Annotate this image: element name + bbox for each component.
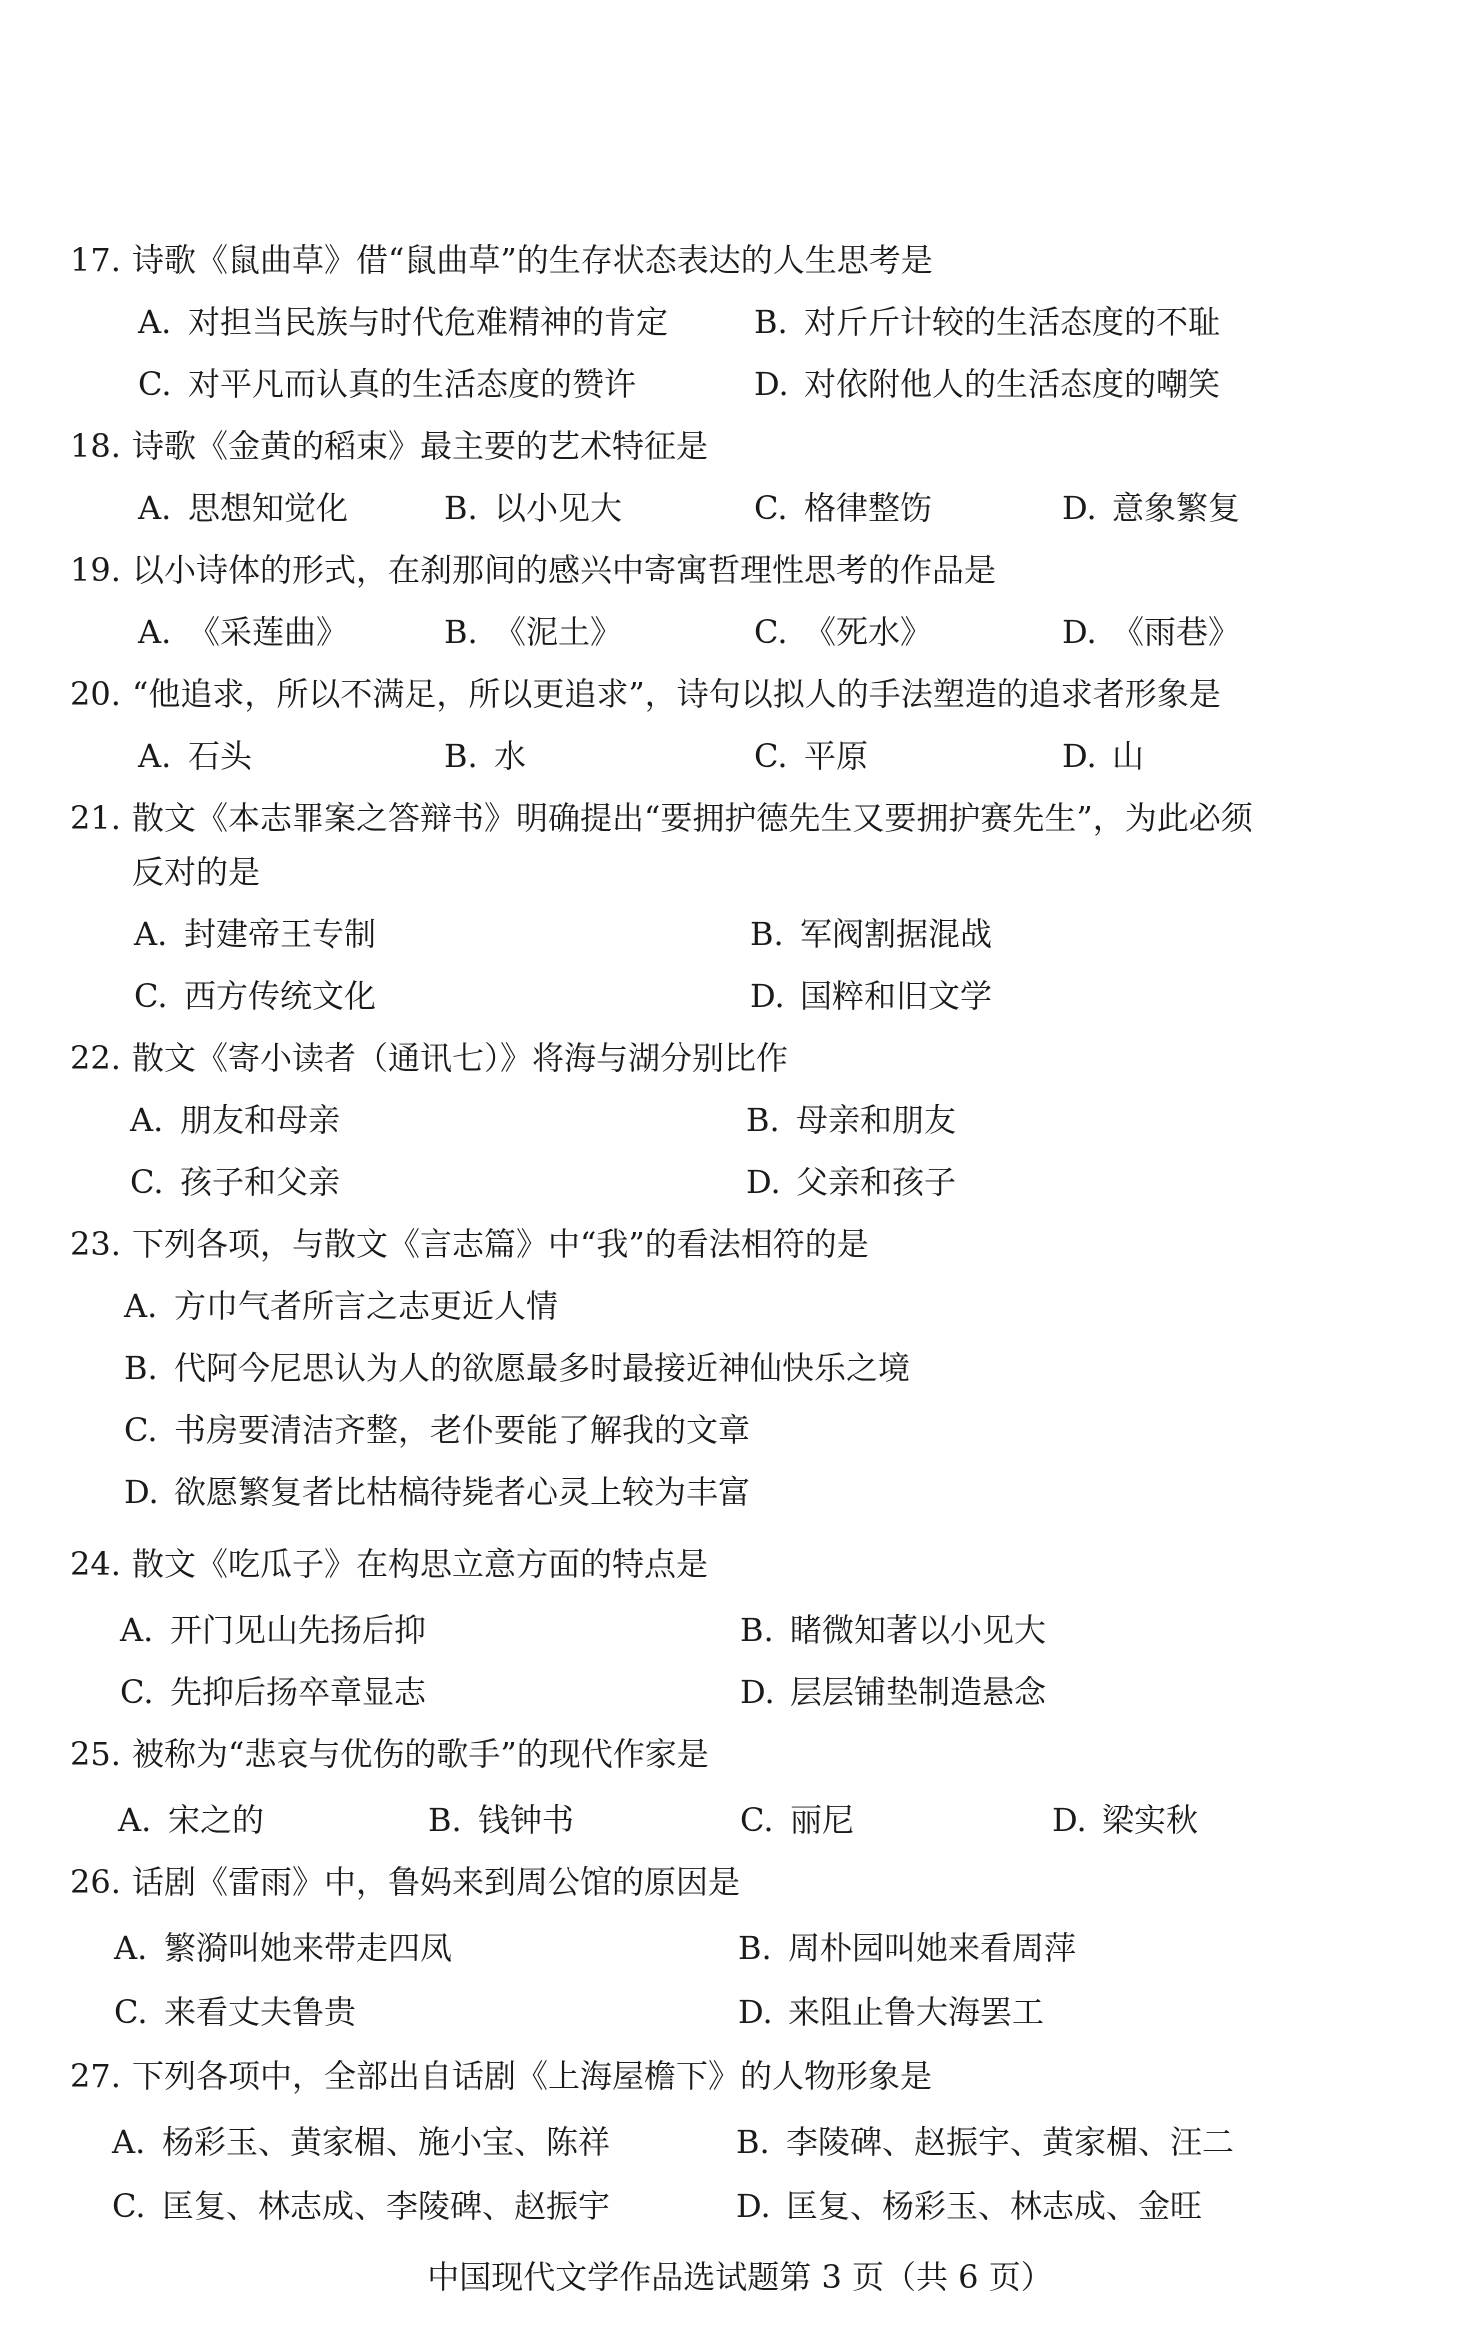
option-text: 来阻止鲁大海罢工: [788, 1993, 1045, 2031]
question-stem: [70, 792, 1253, 844]
option-text: 匡复、林志成、李陵碑、赵振宇: [162, 2187, 611, 2225]
option-letter: D.: [1062, 489, 1097, 527]
option-text: 西方传统文化: [184, 977, 377, 1015]
option-text: 对斤斤计较的生活态度的不耻: [804, 303, 1221, 341]
option-b: [754, 296, 1220, 348]
option-text: 先抑后扬卒章显志: [170, 1673, 427, 1711]
option-text: 意象繁复: [1112, 489, 1241, 527]
option-letter: A.: [118, 1801, 152, 1839]
option-d: [124, 1466, 750, 1518]
option-b: [746, 1094, 956, 1146]
option-letter: B.: [746, 1101, 780, 1139]
option-text: 开门见山先扬后抑: [170, 1611, 427, 1649]
option-letter: C.: [112, 2187, 146, 2225]
question-stem-continued: 反对的是: [132, 853, 261, 891]
option-text: 层层铺垫制造悬念: [790, 1673, 1047, 1711]
option-letter: B.: [740, 1611, 774, 1649]
option-b: [736, 2116, 1234, 2168]
option-letter: B.: [754, 303, 788, 341]
option-text: 国粹和旧文学: [800, 977, 993, 1015]
option-a: [118, 1794, 264, 1846]
option-text: 宋之的: [168, 1801, 265, 1839]
question-text: 话剧《雷雨》中，鲁妈来到周公馆的原因是: [132, 1863, 741, 1901]
option-text: 母亲和朋友: [796, 1101, 957, 1139]
option-letter: C.: [120, 1673, 154, 1711]
option-b: [444, 482, 622, 534]
option-text: 方巾气者所言之志更近人情: [174, 1287, 559, 1325]
option-letter: D.: [750, 977, 785, 1015]
option-letter: D.: [1052, 1801, 1087, 1839]
question-number: 23.: [70, 1225, 121, 1263]
option-letter: C.: [138, 365, 172, 403]
option-letter: C.: [114, 1993, 148, 2031]
option-b: [124, 1342, 910, 1394]
option-letter: A.: [134, 915, 168, 953]
option-text: 封建帝王专制: [184, 915, 377, 953]
option-text: 周朴园叫她来看周萍: [788, 1929, 1077, 1967]
option-text: 水: [494, 737, 527, 775]
option-letter: D.: [738, 1993, 773, 2031]
question-stem: [70, 1032, 788, 1084]
option-text: 对平凡而认真的生活态度的赞许: [188, 365, 637, 403]
option-text: 孩子和父亲: [180, 1163, 341, 1201]
option-d: [1062, 606, 1240, 658]
question-number: 26.: [70, 1863, 121, 1901]
question-text: 散文《吃瓜子》在构思立意方面的特点是: [132, 1545, 709, 1583]
option-d: [740, 1666, 1046, 1718]
question-number: 17.: [70, 241, 121, 279]
option-text: 《泥土》: [494, 613, 623, 651]
option-letter: C.: [754, 613, 788, 651]
question-stem: [70, 544, 996, 596]
option-c: [112, 2180, 610, 2232]
option-b: [444, 606, 622, 658]
option-letter: A.: [124, 1287, 158, 1325]
question-number: 27.: [70, 2057, 121, 2095]
question-stem: [70, 2050, 932, 2102]
option-text: 书房要清洁齐整，老仆要能了解我的文章: [174, 1411, 751, 1449]
option-letter: B.: [444, 613, 478, 651]
option-letter: A.: [138, 613, 172, 651]
option-d: [750, 970, 992, 1022]
question-stem: [70, 1538, 708, 1590]
option-c: [754, 730, 868, 782]
option-text: 繁漪叫她来带走四凤: [164, 1929, 453, 1967]
option-letter: C.: [134, 977, 168, 1015]
option-text: 梁实秋: [1102, 1801, 1199, 1839]
question-text: 下列各项中，全部出自话剧《上海屋檐下》的人物形象是: [132, 2057, 933, 2095]
option-c: [120, 1666, 426, 1718]
question-number: 20.: [70, 675, 121, 713]
option-c: [124, 1404, 750, 1456]
option-text: 石头: [188, 737, 253, 775]
option-b: [428, 1794, 574, 1846]
question-number: 18.: [70, 427, 121, 465]
option-text: 朋友和母亲: [180, 1101, 341, 1139]
question-stem: [70, 1218, 869, 1270]
question-number: 22.: [70, 1039, 121, 1077]
option-text: 父亲和孩子: [796, 1163, 957, 1201]
question-number: 24.: [70, 1545, 121, 1583]
option-letter: B.: [444, 489, 478, 527]
option-letter: D.: [740, 1673, 775, 1711]
question-text: 诗歌《鼠曲草》借“鼠曲草”的生存状态表达的人生思考是: [132, 241, 933, 279]
option-text: 《雨巷》: [1112, 613, 1241, 651]
option-text: 格律整饬: [804, 489, 933, 527]
option-c: [114, 1986, 356, 2038]
option-b: [444, 730, 526, 782]
option-c: [740, 1794, 854, 1846]
question-stem: [70, 420, 708, 472]
option-a: [112, 2116, 610, 2168]
question-text: 散文《本志罪案之答辩书》明确提出“要拥护德先生又要拥护赛先生”，为此必须: [132, 799, 1253, 837]
page-footer: 中国现代文学作品选试题第 3 页（共 6 页）: [427, 2258, 1053, 2296]
option-letter: A.: [130, 1101, 164, 1139]
question-stem: [70, 1856, 740, 1908]
question-text: 以小诗体的形式，在刹那间的感兴中寄寓哲理性思考的作品是: [132, 551, 997, 589]
option-letter: A.: [112, 2123, 146, 2161]
option-letter: C.: [754, 489, 788, 527]
option-text: 杨彩玉、黄家楣、施小宝、陈祥: [162, 2123, 611, 2161]
option-a: [138, 606, 348, 658]
option-a: [138, 296, 668, 348]
option-letter: D.: [1062, 613, 1097, 651]
option-d: [746, 1156, 956, 1208]
option-text: 代阿今尼思认为人的欲愿最多时最接近神仙快乐之境: [174, 1349, 911, 1387]
option-b: [738, 1922, 1076, 1974]
option-text: 丽尼: [790, 1801, 855, 1839]
option-c: [754, 606, 932, 658]
option-letter: D.: [746, 1163, 781, 1201]
option-letter: A.: [120, 1611, 154, 1649]
option-letter: B.: [736, 2123, 770, 2161]
option-text: 对依附他人的生活态度的嘲笑: [804, 365, 1221, 403]
question-stem: [70, 668, 1221, 720]
option-c: [138, 358, 636, 410]
option-d: [754, 358, 1220, 410]
option-a: [120, 1604, 426, 1656]
option-d: [736, 2180, 1202, 2232]
option-text: 《采莲曲》: [188, 613, 349, 651]
option-d: [1052, 1794, 1198, 1846]
option-text: 对担当民族与时代危难精神的肯定: [188, 303, 669, 341]
option-letter: B.: [124, 1349, 158, 1387]
option-text: 睹微知著以小见大: [790, 1611, 1047, 1649]
option-letter: B.: [738, 1929, 772, 1967]
option-d: [1062, 482, 1240, 534]
option-a: [114, 1922, 452, 1974]
option-text: 李陵碑、赵振宇、黄家楣、汪二: [786, 2123, 1235, 2161]
question-text: 诗歌《金黄的稻束》最主要的艺术特征是: [132, 427, 709, 465]
option-text: 来看丈夫鲁贵: [164, 1993, 357, 2031]
question-text: 被称为“悲哀与优伤的歌手”的现代作家是: [132, 1735, 709, 1773]
option-b: [750, 908, 992, 960]
option-letter: C.: [740, 1801, 774, 1839]
question-text: 下列各项，与散文《言志篇》中“我”的看法相符的是: [132, 1225, 869, 1263]
option-letter: C.: [754, 737, 788, 775]
option-text: 军阀割据混战: [800, 915, 993, 953]
option-letter: A.: [114, 1929, 148, 1967]
option-text: 以小见大: [494, 489, 623, 527]
option-d: [1062, 730, 1144, 782]
option-a: [130, 1094, 340, 1146]
option-a: [138, 482, 348, 534]
question-number: 25.: [70, 1735, 121, 1773]
question-stem: [70, 234, 933, 286]
option-a: [124, 1280, 558, 1332]
option-text: 钱钟书: [478, 1801, 575, 1839]
option-c: [134, 970, 376, 1022]
option-letter: D.: [736, 2187, 771, 2225]
question-number: 19.: [70, 551, 121, 589]
option-c: [754, 482, 932, 534]
option-text: 《死水》: [804, 613, 933, 651]
option-a: [134, 908, 376, 960]
option-d: [738, 1986, 1044, 2038]
option-letter: D.: [124, 1473, 159, 1511]
question-number: 21.: [70, 799, 121, 837]
option-text: 思想知觉化: [188, 489, 349, 527]
option-b: [740, 1604, 1046, 1656]
option-c: [130, 1156, 340, 1208]
option-text: 匡复、杨彩玉、林志成、金旺: [786, 2187, 1203, 2225]
option-text: 平原: [804, 737, 869, 775]
option-letter: A.: [138, 303, 172, 341]
option-text: 山: [1112, 737, 1145, 775]
option-letter: B.: [750, 915, 784, 953]
option-letter: B.: [444, 737, 478, 775]
question-stem: [70, 1728, 709, 1780]
question-text: 散文《寄小读者（通讯七）》将海与湖分别比作: [132, 1039, 789, 1077]
option-letter: A.: [138, 737, 172, 775]
option-letter: C.: [130, 1163, 164, 1201]
option-letter: D.: [754, 365, 789, 403]
option-text: 欲愿繁复者比枯槁待毙者心灵上较为丰富: [174, 1473, 751, 1511]
option-letter: C.: [124, 1411, 158, 1449]
question-text: “他追求，所以不满足，所以更追求”，诗句以拟人的手法塑造的追求者形象是: [132, 675, 1221, 713]
option-letter: A.: [138, 489, 172, 527]
option-letter: D.: [1062, 737, 1097, 775]
option-a: [138, 730, 252, 782]
option-letter: B.: [428, 1801, 462, 1839]
